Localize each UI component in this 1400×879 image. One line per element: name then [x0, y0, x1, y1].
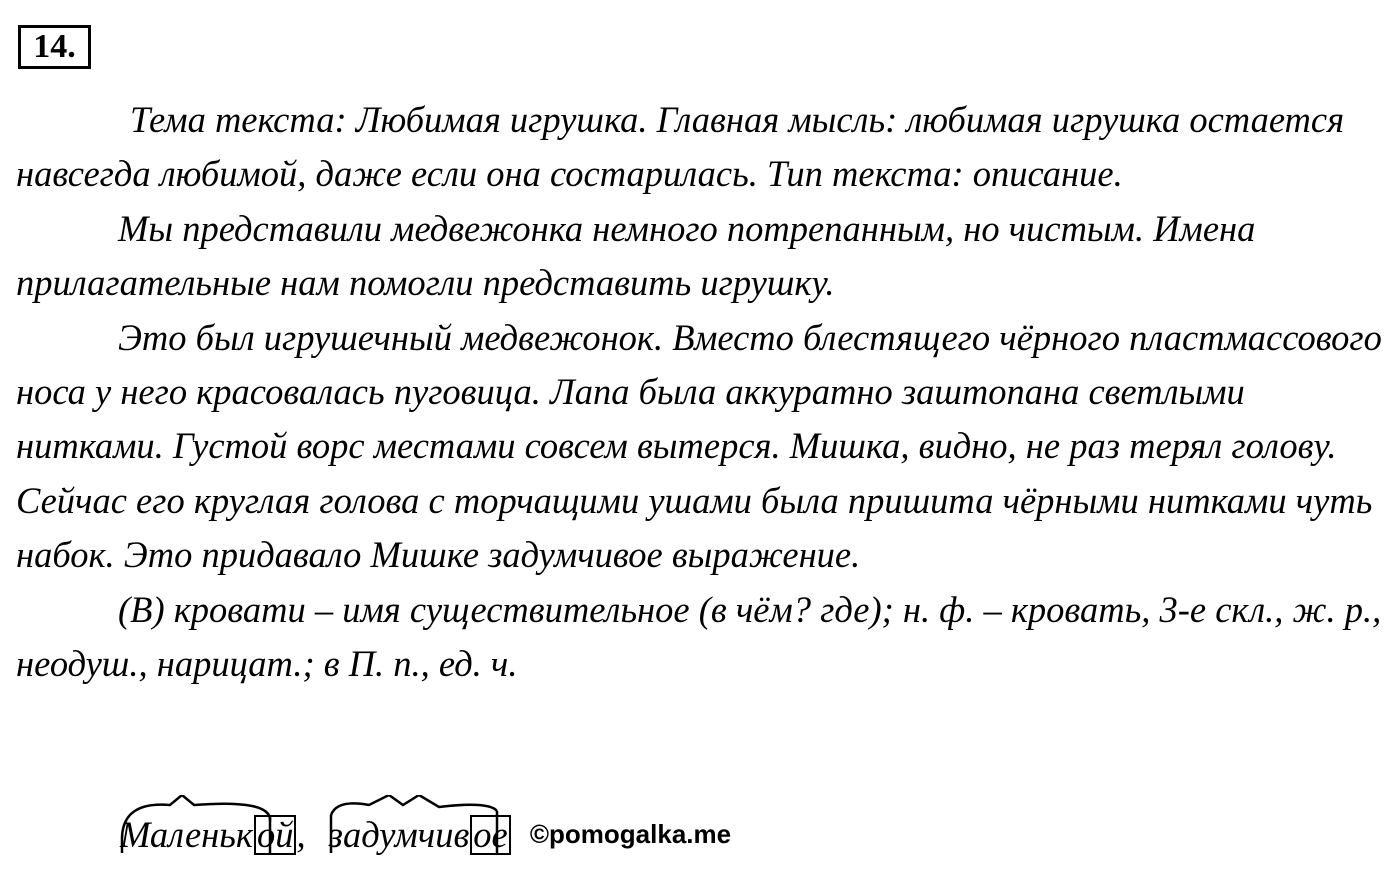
answer-text	[16, 93, 1384, 691]
paragraph-description: Это был игрушечный медвежонок. Вместо блестящего чёрного пластмассового носа у него красовалась пуговица. Лапа была аккуратно заштопана светлыми нитками. Густой ворс местами совсем вытерся. Мишка, видно, не раз терял голову. Сейчас его круглая голова с торчащими ушами была пришита чёрными нитками чуть набок. Это придавало Мишке задумчивое выражение.	[16, 316, 1382, 576]
paragraph-theme: Тема текста: Любимая игрушка. Главная мысль: любимая игрушка остается навсегда любимой, даже если она состарилась. Тип текста: описание.	[16, 99, 1345, 195]
paragraph-noun-analysis: (В) кровати – имя существительное (в чём? где); н. ф. – кровать, 3-е скл., ж. р., неодуш., нарицат.; в П. п., ед. ч.	[16, 588, 1382, 685]
parsed-word-1	[120, 811, 306, 859]
word-separator: ,	[296, 814, 306, 855]
word-ending-box: ое	[470, 815, 510, 855]
word-stem: задумчив	[328, 814, 470, 855]
parsed-word-2	[329, 811, 511, 859]
task-number: 14.	[18, 25, 91, 69]
word-ending-box: ой	[254, 815, 297, 855]
word-stem: Маленьк	[120, 814, 253, 855]
word-analysis-line	[120, 810, 731, 862]
watermark: ©pomogalka.me	[529, 819, 732, 849]
paragraph-adjectives: Мы представили медвежонка немного потрепанным, но чистым. Имена прилагательные нам помогли представить игрушку.	[16, 207, 1256, 304]
